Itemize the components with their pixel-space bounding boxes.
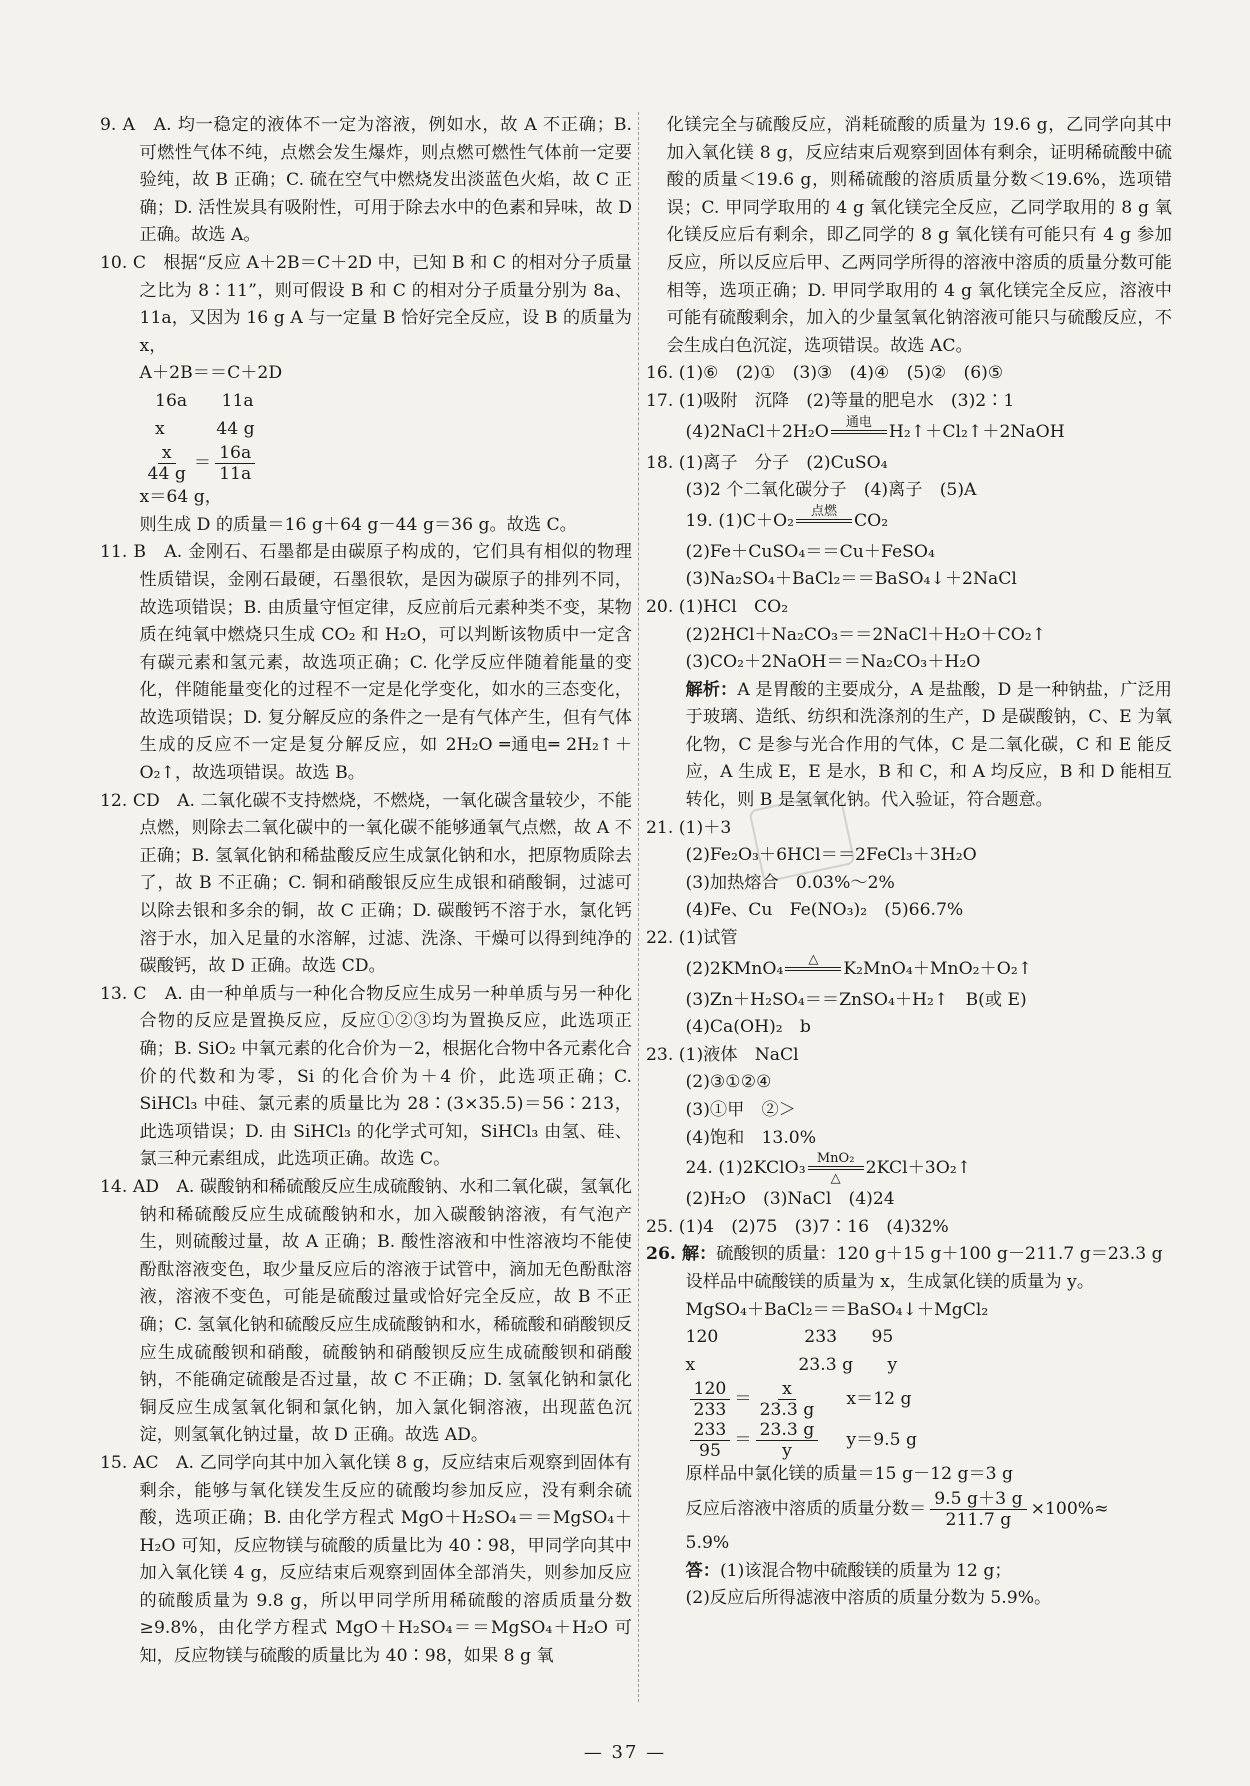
- note-label: 解析：: [685, 679, 738, 700]
- equation-line: [646, 953, 1172, 987]
- answer-item: 22. (1)试管: [646, 928, 738, 949]
- answer-line: 5.9%: [685, 1532, 730, 1553]
- answer-item: 10. C 根据“反应 A＋2B＝C＋2D 中，已知 B 和 C 的相对分子质量之比为 8∶11”，则可假设 B 和 C 的相对分子质量分别为 8a、11a，又因为 16 g A 与一定量 B 恰好完全反应，设 B 的质量为 x，: [100, 252, 632, 356]
- equation-line: [646, 505, 1172, 539]
- answer-item: 17. (1)吸附 沉降 (2)等量的肥皂水 (3)2∶1: [646, 390, 1015, 411]
- answer-item: 13. C A. 由一种单质与一种化合物反应生成另一种单质与另一种化合物的反应是置换反应，反应①②③均为置换反应，此选项正确；B. SiO₂ 中氧元素的化合价为－2，根据化合物中各元素化合价的代数和为零，Si 的化合价为＋4 价，此选项正确；C. SiHCl₃ 中硅、氯元素的质量比为 28∶(3×35.5)＝56∶213，此选项错误；D. 由 SiHCl₃ 的化学式可知，SiHCl₃ 由氢、硅、氯三种元素组成，此选项正确。故选 C。: [100, 983, 632, 1170]
- answer-item: 23. (1)液体 NaCl: [646, 1044, 799, 1065]
- fraction-numerator: 9.5 g＋3 g: [930, 1489, 1026, 1510]
- answer-line: 120 233 95: [685, 1327, 894, 1348]
- equation-reactants: (4)2NaCl＋2H₂O: [685, 421, 829, 442]
- reaction-equals-sign: [831, 430, 887, 434]
- calc-line: x 44 g: [155, 418, 255, 439]
- answer-line: (3)①甲 ②＞: [685, 1100, 796, 1120]
- answer-line: (4)Ca(OH)₂ b: [685, 1017, 811, 1038]
- answer-line: 则生成 D 的质量＝16 g＋64 g－44 g＝36 g。故选 C。: [139, 514, 577, 535]
- equals-sign: ＝: [734, 1389, 752, 1410]
- fraction: [690, 1379, 731, 1420]
- answer-line: A＋2B＝＝C＋2D: [139, 363, 283, 384]
- fraction: [144, 443, 190, 484]
- equation-line: [646, 416, 1172, 450]
- reaction-equals-sign: [808, 1166, 864, 1170]
- left-column: [100, 112, 632, 1671]
- mass-fraction-suffix: ×100%≈: [1030, 1498, 1109, 1519]
- answer-line: (3)Na₂SO₄＋BaCl₂＝＝BaSO₄↓＋2NaCl: [685, 569, 1017, 590]
- fraction: [930, 1489, 1026, 1530]
- answer-item: 20. (1)HCl CO₂: [646, 596, 789, 617]
- fraction-numerator: 233: [690, 1420, 731, 1441]
- fraction-denominator: 11a: [219, 464, 252, 485]
- answer-item: 12. CD A. 二氧化碳不支持燃烧，不燃烧，一氧化碳含量较少，不能点燃，则除去二氧化碳中的一氧化碳不能够通氧气点燃，故 A 不正确；B. 氢氧化钠和稀盐酸反应生成氯化钠和水，把原物质除去了，故 B 不正确；C. 铜和硝酸银反应生成银和硝酸铜，过滤可以除去银和多余的铜，故 C 正确；D. 碳酸钙不溶于水，氯化钙溶于水，加入足量的水溶解，过滤、洗涤、干燥可以得到纯净的碳酸钙，故 D 正确。故选 CD。: [100, 790, 632, 977]
- answer-item: 18. (1)离子 分子 (2)CuSO₄: [646, 452, 888, 473]
- answer-line: (2)反应后所得滤液中溶质的质量分数为 5.9%。: [685, 1588, 1052, 1609]
- answer-item: 25. (1)4 (2)75 (3)7∶16 (4)32%: [646, 1216, 949, 1237]
- fraction-numerator: 16a: [215, 443, 255, 464]
- answer-item: 15. AC A. 乙同学向其中加入氧化镁 8 g，反应结束后观察到固体有剩余，能够与氧化镁发生反应的硫酸均参加反应，没有剩余硫酸，选项正确；B. 由化学方程式 MgO＋H₂SO₄＝＝MgSO₄＋H₂O 可知，反应物镁与硫酸的质量比为 40∶98，甲同学向其中加入氧化镁 4 g，反应结束后观察到固体全部消失，则参加反应的硫酸质量为 9.8 g，所以甲同学所用稀硫酸的溶质质量分数≥9.8%，由化学方程式 MgO＋H₂SO₄＝＝MgSO₄＋H₂O 可知，反应物镁与硫酸的质量比为 40∶98，如果 8 g 氧: [100, 1452, 632, 1667]
- equation-products: H₂↑＋Cl₂↑＋2NaOH: [888, 421, 1065, 442]
- answer-line: (2)Fe₂O₃＋6HCl＝＝2FeCl₃＋3H₂O: [685, 845, 977, 866]
- proportion-line: [646, 1379, 1172, 1420]
- calc-line: 16a 11a: [155, 390, 254, 411]
- answer-item: 26. 解：硫酸钡的质量：120 g＋15 g＋100 g－211.7 g＝23.3 g: [646, 1244, 1163, 1265]
- fraction-numerator: 23.3 g: [756, 1420, 819, 1441]
- equation-line: [646, 1152, 1172, 1186]
- column-divider: [638, 112, 639, 1702]
- answer-line: x 23.3 g y: [685, 1354, 898, 1375]
- proportion-line: [100, 443, 632, 484]
- equation-products: 2KCl＋3O₂↑: [865, 1158, 972, 1179]
- fraction-denominator: 23.3 g: [759, 1400, 815, 1421]
- answer-line: 原样品中氯化镁的质量＝15 g－12 g＝3 g: [685, 1464, 1014, 1485]
- fraction-denominator: 233: [693, 1400, 727, 1421]
- fraction: [756, 1420, 819, 1461]
- answer-item: 11. B A. 金刚石、石墨都是由碳原子构成的，它们具有相似的物理性质错误，金刚石最硬，石墨很软，是因为碳原子的排列不同，故选项错误；B. 由质量守恒定律，反应前后元素种类不变，某物质在纯氧中燃烧只生成 CO₂ 和 H₂O，可以判断该物质中一定含有碳元素和氢元素，故选项正确；C. 化学反应伴随着能量的变化，伴随能量变化的过程不一定是化学变化，如水的三态变化，故选项错误；D. 复分解反应的条件之一是有气体产生，但有气体生成的反应不一定是复分解反应，如 2H₂O ═通电═ 2H₂↑＋O₂↑，故选项错误。故选 B。: [100, 542, 632, 784]
- answer-line: (3)加热熔合 0.03%～2%: [685, 872, 895, 893]
- equals-sign: ＝: [734, 1430, 752, 1451]
- note-label: 答：: [685, 1560, 720, 1581]
- proportion-result: y＝9.5 g: [846, 1430, 918, 1451]
- fraction-denominator: 211.7 g: [945, 1509, 1012, 1530]
- equation-reactants: 19. (1)C＋O₂: [685, 510, 795, 531]
- answer-line: 设样品中硫酸镁的质量为 x，生成氯化镁的质量为 y。: [685, 1271, 1095, 1292]
- proportion-result: x＝12 g: [846, 1389, 912, 1410]
- mass-fraction-label: 反应后溶液中溶质的质量分数＝: [685, 1498, 927, 1519]
- answer-line: (2)2HCl＋Na₂CO₃＝＝2NaCl＋H₂O＋CO₂↑: [685, 624, 1047, 645]
- fraction-denominator: y: [782, 1441, 792, 1462]
- answer-line: x＝64 g，: [139, 487, 222, 508]
- equation-reactants: (2)2KMnO₄: [685, 958, 784, 979]
- reaction-condition-bottom: △: [830, 1171, 841, 1187]
- page-number: — 37 —: [583, 1742, 667, 1763]
- answer-item: 21. (1)＋3: [646, 817, 732, 838]
- answer-item: 9. A A. 均一稳定的液体不一定为溶液，例如水，故 A 不正确；B. 可燃性气体不纯，点燃会发生爆炸，则点燃可燃性气体前一定要验纯，故 B 正确；C. 硫在空气中燃烧发出淡蓝色火焰，故 C 正确；D. 活性炭具有吸附性，可用于除去水中的色素和异味，故 D 正确。故选 A。: [100, 115, 632, 246]
- equation-products: CO₂: [854, 510, 889, 531]
- answer-line: (3)Zn＋H₂SO₄＝＝ZnSO₄＋H₂↑ B(或 E): [685, 989, 1027, 1010]
- fraction: [215, 443, 255, 484]
- reaction-arrow: [831, 416, 887, 450]
- fraction-numerator: x: [158, 443, 176, 464]
- equation-products: K₂MnO₄＋MnO₂＋O₂↑: [843, 958, 1033, 979]
- answer-continued: 化镁完全与硫酸反应，消耗硫酸的质量为 19.6 g，乙同学向其中加入氧化镁 8 g，反应结束后观察到固体有剩余，证明稀硫酸中硫酸的质量＜19.6 g，则稀硫酸的溶质质量分数＜19.6%，选项错误；C. 甲同学取用的 4 g 氧化镁完全反应，乙同学取用的 8 g 氧化镁反应后有剩余，即乙同学的 8 g 氧化镁有可能只有 4 g 参加反应，所以反应后甲、乙两同学所得的溶液中溶质的质量分数可能相等，选项正确；D. 甲同学取用的 4 g 氧化镁完全反应，溶液中可能有硫酸剩余，加入的少量氢氧化钠溶液可能只与硫酸反应，不会生成白色沉淀，选项错误。故选 AC。: [666, 115, 1172, 356]
- fraction-denominator: 95: [699, 1441, 721, 1462]
- reaction-equals-sign: [785, 967, 841, 971]
- proportion-line: [646, 1420, 1172, 1461]
- reaction-equals-sign: [796, 519, 852, 523]
- reaction-arrow: [796, 505, 852, 539]
- reaction-condition-top: 通电: [845, 414, 872, 430]
- equals-sign: ＝: [193, 452, 212, 473]
- answer-line: (4)Fe、Cu Fe(NO₃)₂ (5)66.7%: [685, 900, 964, 921]
- answer-line: (3)2 个二氧化碳分子 (4)离子 (5)A: [685, 480, 977, 501]
- answer-line: (2)H₂O (3)NaCl (4)24: [685, 1189, 895, 1210]
- answer-line: (3)CO₂＋2NaOH＝＝Na₂CO₃＋H₂O: [685, 652, 981, 673]
- fraction-denominator: 44 g: [147, 464, 186, 485]
- reaction-arrow: [808, 1152, 864, 1186]
- mass-fraction-line: [646, 1489, 1172, 1530]
- reaction-condition-top: 点燃: [811, 503, 838, 519]
- right-column: [646, 112, 1172, 1613]
- reaction-condition-top: MnO₂: [816, 1151, 855, 1167]
- item-label: 26. 解：: [646, 1244, 717, 1265]
- fraction-numerator: 120: [690, 1379, 731, 1400]
- answer-line: (4)饱和 13.0%: [685, 1127, 817, 1148]
- answer-line: (2)③①②④: [685, 1072, 772, 1093]
- answer-note: 答：(1)该混合物中硫酸镁的质量为 12 g；: [685, 1560, 1012, 1581]
- fraction: [690, 1420, 731, 1461]
- reaction-arrow: [785, 953, 841, 987]
- fraction-numerator: x: [778, 1379, 796, 1400]
- answer-line: (2)Fe＋CuSO₄＝＝Cu＋FeSO₄: [685, 541, 935, 562]
- answer-note: 解析：A 是胃酸的主要成分，A 是盐酸，D 是一种钠盐，广泛用于玻璃、造纸、纺织和洗涤剂的生产，D 是碳酸钠，C、E 为氧化物，C 是参与光合作用的气体，C 是二氧化碳，C 和 E 能反应，A 生成 E，E 是水，B 和 C，和 A 均反应，B 和 D 能相互转化，则 B 是氢氧化钠。代入验证，符合题意。: [685, 679, 1172, 811]
- reaction-condition-top: △: [808, 951, 819, 967]
- fraction: [756, 1379, 819, 1420]
- answer-item: 14. AD A. 碳酸钠和稀硫酸反应生成硫酸钠、水和二氧化碳，氢氧化钠和稀硫酸反应生成硫酸钠和水，加入碳酸钠溶液，有气泡产生，则硫酸过量，故 A 正确；B. 酸性溶液和中性溶液均不能使酚酞溶液变色，取少量反应后的溶液于试管中，滴加无色酚酞溶液，溶液不变色，可能是硫酸过量或恰好完全反应，故 B 不正确；C. 氢氧化钠和硫酸反应生成硫酸钠和水，稀硫酸和硝酸钡反应生成硫酸钡和硝酸，硫酸钠和硝酸钡反应生成硫酸钡和硝酸钠，不能确定硫酸是否过量，故 C 不正确；D. 氢氧化钠和氯化铜反应生成氢氧化铜和氯化钠，加入氯化铜溶液，出现蓝色沉淀，则氢氧化钠过量，故 D 正确。故选 AD。: [100, 1176, 632, 1446]
- answer-item: 16. (1)⑥ (2)① (3)③ (4)④ (5)② (6)⑤: [646, 363, 1004, 384]
- equation-reactants: 24. (1)2KClO₃: [685, 1158, 806, 1179]
- answer-line: MgSO₄＋BaCl₂＝＝BaSO₄↓＋MgCl₂: [685, 1299, 989, 1320]
